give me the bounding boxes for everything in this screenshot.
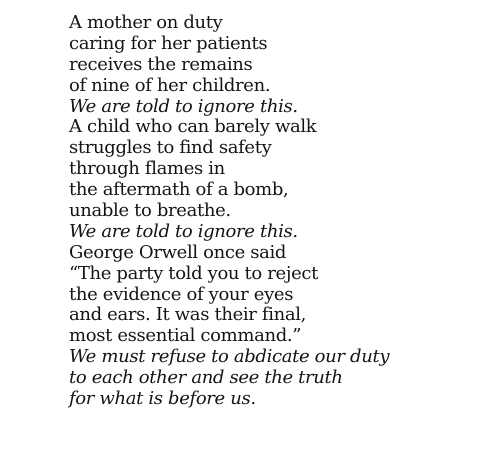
poem-line-16: most essential command.” [69, 325, 302, 347]
poem-line-7: struggles to find safety [69, 137, 272, 159]
poem-line-9: the aftermath of a bomb, [69, 179, 289, 201]
poem-line-12: George Orwell once said [69, 241, 287, 263]
poem-line-17: We must refuse to abdicate our duty [69, 346, 390, 368]
poem-line-19: for what is before us. [69, 388, 256, 410]
poem-line-13: “The party told you to reject [69, 262, 318, 284]
poem-line-1: A mother on duty [69, 12, 223, 33]
poem-line-5: We are told to ignore this. [69, 95, 298, 117]
poem-line-8: through flames in [69, 158, 225, 180]
poem-line-18: to each other and see the truth [69, 367, 343, 389]
poem-text [69, 13, 489, 410]
poem-line-3: receives the remains [69, 53, 253, 75]
poem-line-6: A child who can barely walk [69, 116, 317, 138]
poem-line-11: We are told to ignore this. [69, 220, 298, 242]
poem-line-15: and ears. It was their final, [69, 304, 307, 326]
poem-line-10: unable to breathe. [69, 200, 231, 222]
poem-line-2: caring for her patients [69, 32, 268, 54]
poem-line-4: of nine of her children. [69, 74, 271, 96]
poem-line-14: the evidence of your eyes [69, 283, 294, 305]
